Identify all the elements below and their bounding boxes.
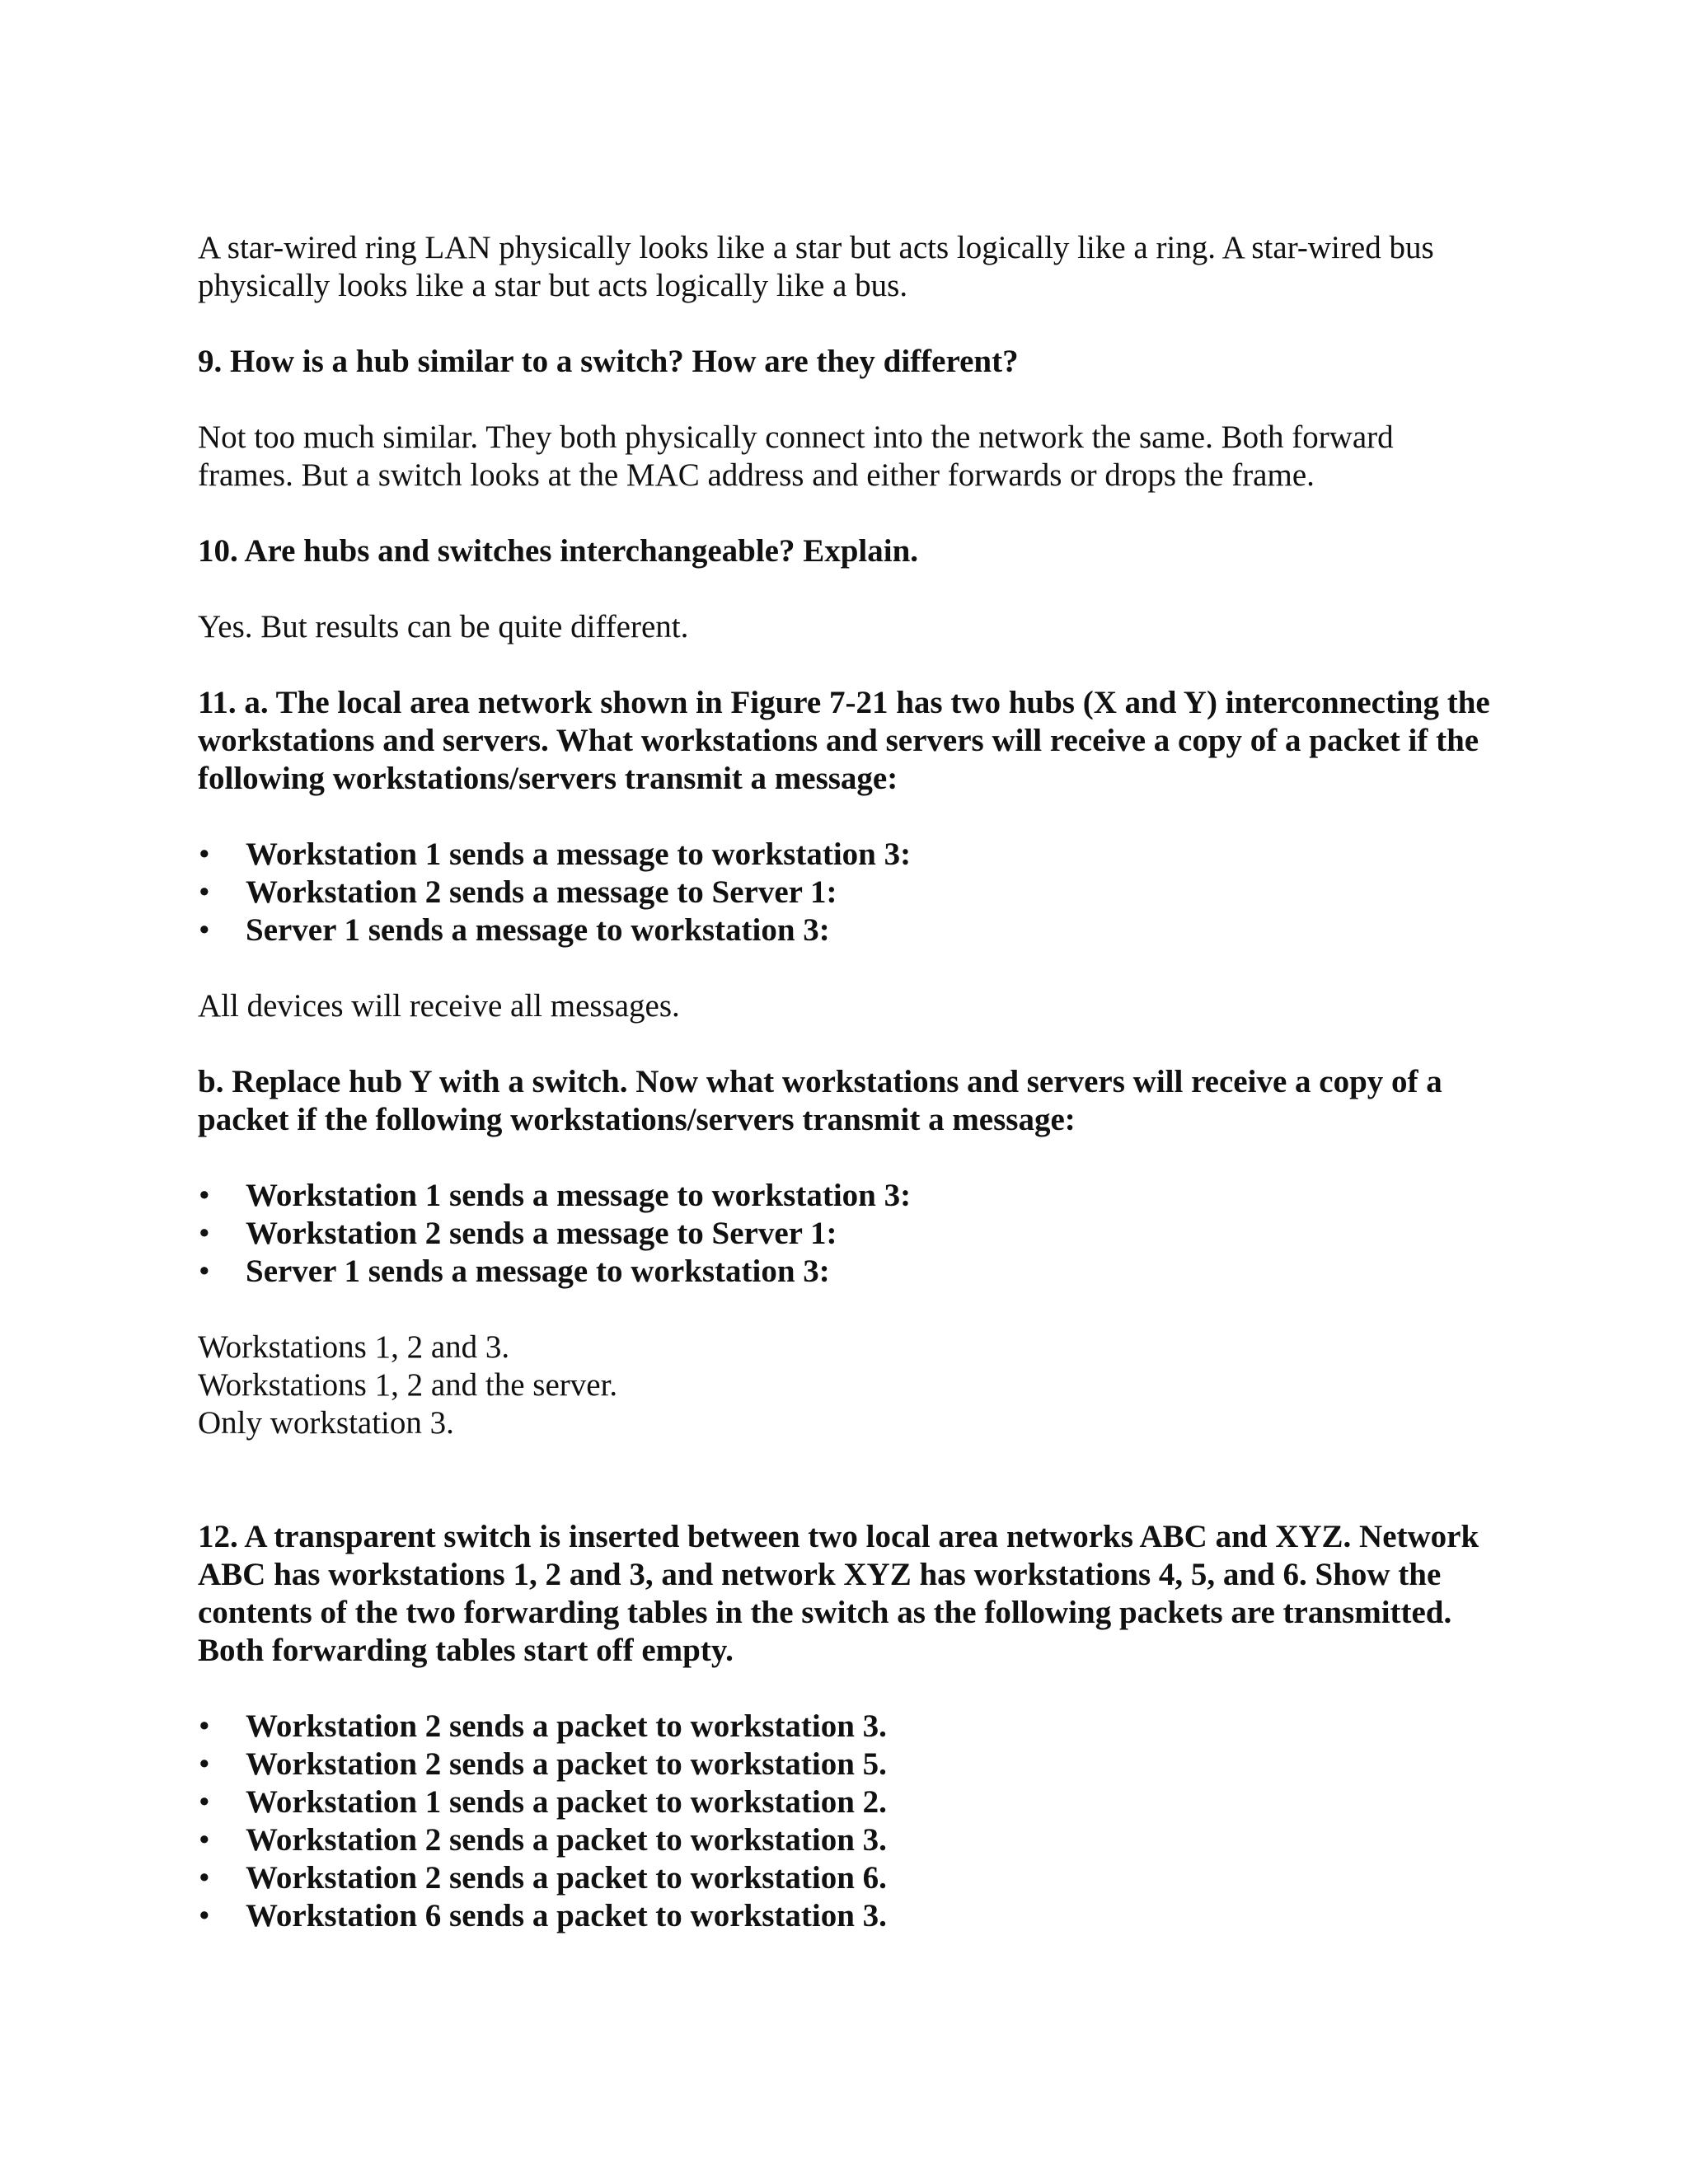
question-12-list: [198, 1708, 1492, 1935]
list-item-text: Workstation 1 sends a packet to workstation 2.: [246, 1784, 887, 1820]
bullet-icon: •: [199, 1708, 210, 1744]
list-item: [198, 1177, 1492, 1215]
list-item-text: Workstation 2 sends a packet to workstation 5.: [246, 1746, 887, 1782]
list-item: [198, 1859, 1492, 1897]
question-9: 9. How is a hub similar to a switch? How are they different?: [198, 344, 1019, 379]
list-item: [198, 1708, 1492, 1746]
answer-9: Not too much similar. They both physically connect into the network the same. Both forward frames. But a switch looks at the MAC address and either forwards or drops the frame.: [198, 419, 1394, 493]
list-item: [198, 874, 1492, 912]
list-item: [198, 1783, 1492, 1821]
bullet-icon: •: [199, 874, 210, 910]
list-item: [198, 1897, 1492, 1935]
list-item-text: Workstation 2 sends a message to Server 1:: [246, 1216, 837, 1251]
bullet-icon: •: [199, 912, 210, 948]
bullet-icon: •: [199, 837, 210, 872]
bullet-icon: •: [199, 1178, 210, 1213]
question-11b: b. Replace hub Y with a switch. Now what workstations and servers will receive a copy of a packet if the following workstations/servers transmit a message:: [198, 1064, 1442, 1137]
list-item-text: Workstation 6 sends a packet to workstation 3.: [246, 1898, 887, 1933]
list-item: [198, 1746, 1492, 1783]
list-item: [198, 912, 1492, 949]
list-item-text: Workstation 2 sends a packet to workstation 6.: [246, 1860, 887, 1896]
bullet-icon: •: [199, 1860, 210, 1896]
list-item-text: Server 1 sends a message to workstation 3:: [246, 1254, 830, 1289]
list-item-text: Workstation 2 sends a message to Server 1:: [246, 874, 837, 910]
question-10: 10. Are hubs and switches interchangeable? Explain.: [198, 533, 919, 569]
list-item: [198, 1215, 1492, 1253]
list-item: [198, 1253, 1492, 1291]
list-item: [198, 836, 1492, 874]
document-page: [198, 229, 1492, 1935]
bullet-icon: •: [199, 1822, 210, 1858]
list-item-text: Workstation 1 sends a message to workstation 3:: [246, 837, 912, 872]
list-item-text: Workstation 2 sends a packet to workstation 3.: [246, 1708, 887, 1744]
answer-10: Yes. But results can be quite different.: [198, 609, 689, 644]
list-item-text: Workstation 2 sends a packet to workstation 3.: [246, 1822, 887, 1858]
list-item: [198, 1821, 1492, 1859]
answer-11b-line-3: Only workstation 3.: [198, 1405, 454, 1441]
question-11a: 11. a. The local area network shown in Figure 7-21 has two hubs (X and Y) interconnecting the workstations and servers. What workstations and servers will receive a copy of a packet if the following workstations/servers transmit a message:: [198, 685, 1490, 796]
bullet-icon: •: [199, 1746, 210, 1782]
question-11a-list: [198, 836, 1492, 949]
answer-11b-line-1: Workstations 1, 2 and 3.: [198, 1329, 510, 1365]
question-11b-list: [198, 1177, 1492, 1291]
bullet-icon: •: [199, 1254, 210, 1289]
intro-paragraph: A star-wired ring LAN physically looks like a star but acts logically like a ring. A star-wired bus physically looks like a star but acts logically like a bus.: [198, 230, 1434, 303]
list-item-text: Server 1 sends a message to workstation 3:: [246, 912, 830, 948]
bullet-icon: •: [199, 1784, 210, 1820]
answer-11a: All devices will receive all messages.: [198, 988, 680, 1024]
bullet-icon: •: [199, 1216, 210, 1251]
answer-11b-line-2: Workstations 1, 2 and the server.: [198, 1367, 618, 1403]
bullet-icon: •: [199, 1898, 210, 1933]
question-12: 12. A transparent switch is inserted between two local area networks ABC and XYZ. Network ABC has workstations 1, 2 and 3, and network XYZ has workstations 4, 5, and 6. Show the contents of the two forwarding tables in the switch as the following packets are transmitted. Both forwarding tables start off empty.: [198, 1519, 1479, 1668]
list-item-text: Workstation 1 sends a message to workstation 3:: [246, 1178, 912, 1213]
